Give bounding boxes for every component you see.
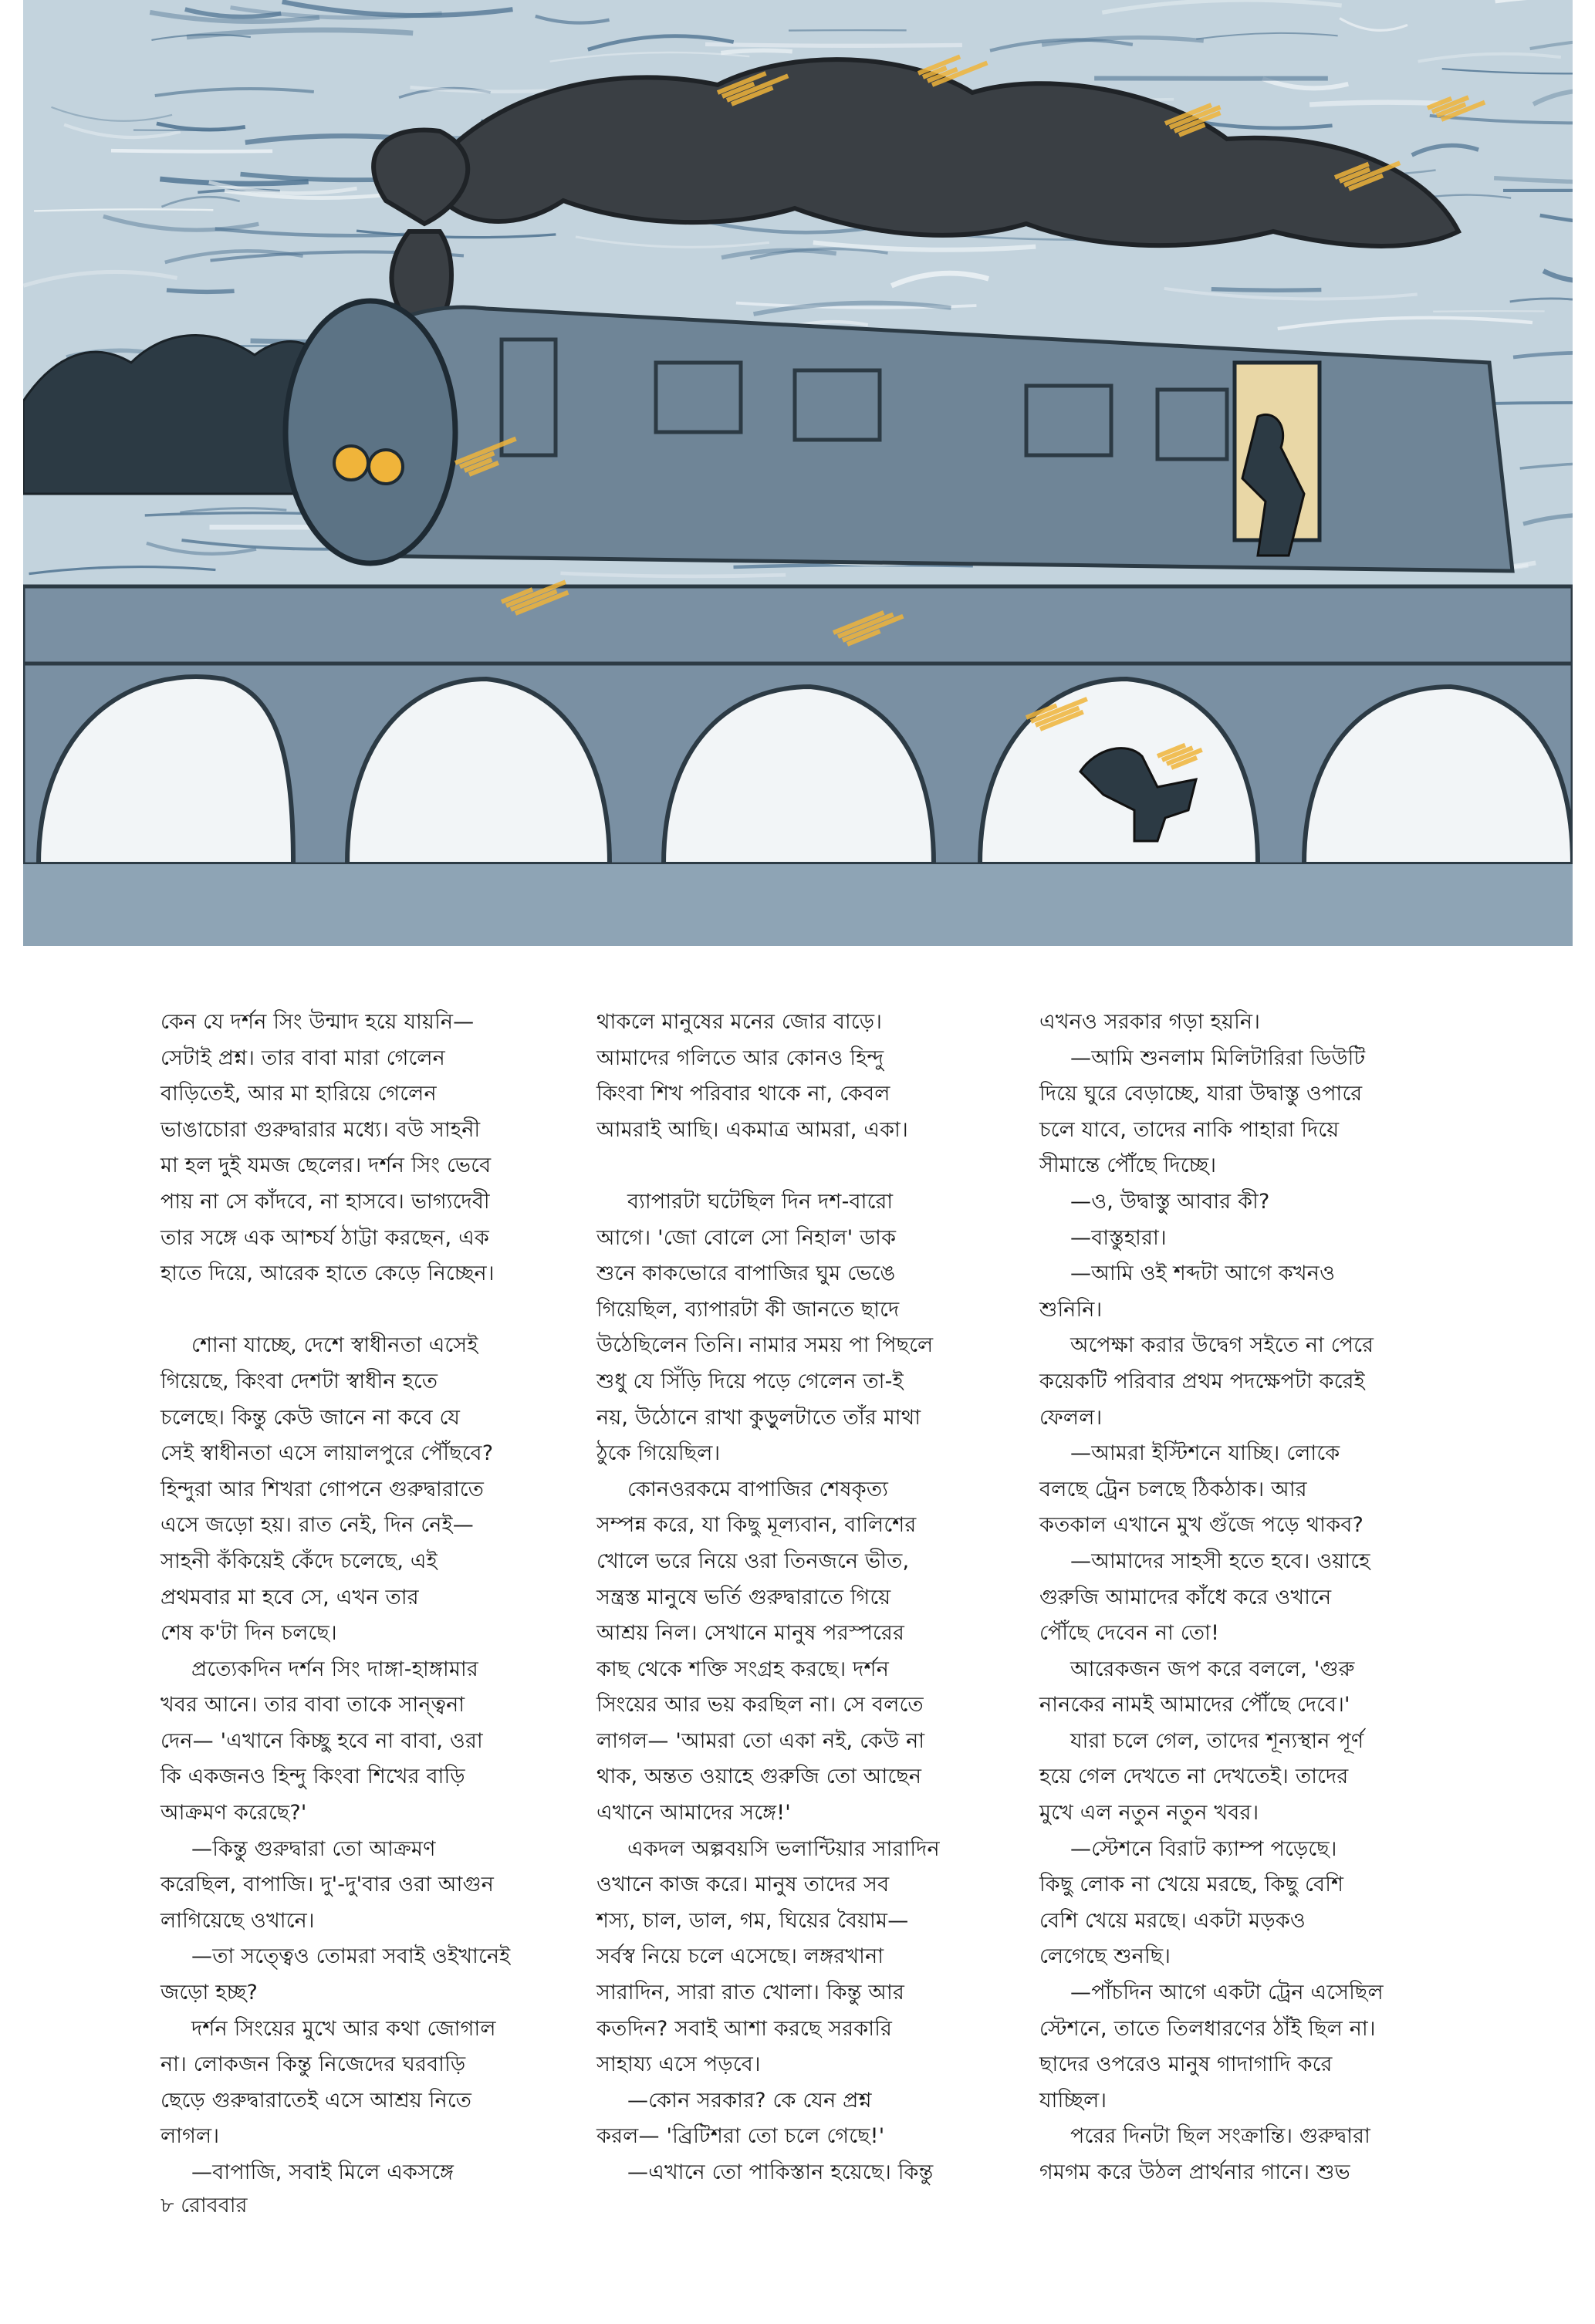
text-line: করল— 'ব্রিটিশরা তো চলে গেছে!' — [596, 2124, 885, 2149]
text-line: সর্বস্ব নিয়ে চলে এসেছে। লঙ্গরখানা — [596, 1944, 884, 1969]
text-line — [161, 1292, 562, 1329]
illustration-drawing — [23, 0, 1573, 946]
text-line: কোনওরকমে বাপাজির শেষকৃত্য — [627, 1477, 889, 1501]
article-body — [0, 1005, 1595, 2184]
text-line: গিয়েছিল, ব্যাপারটা কী জানতে ছাদে — [596, 1297, 900, 1322]
text-line: বেশি খেয়ে মরছে। একটা মড়কও — [1039, 1908, 1306, 1933]
text-line: —স্টেশনে বিরাট ক্যাম্প পড়েছে। — [1070, 1836, 1337, 1861]
text-line: হাতে দিয়ে, আরেক হাতে কেড়ে নিচ্ছেন। — [161, 1262, 495, 1286]
text-line: সাহায্য এসে পড়বে। — [596, 2052, 761, 2077]
sky-stroke — [705, 44, 962, 46]
text-line: লেগেছে শুনছি। — [1039, 1944, 1171, 1969]
train-window-1 — [656, 363, 741, 432]
text-line: না। লোকজন কিন্তু নিজেদের ঘরবাড়ি — [161, 2052, 466, 2077]
text-line: হিন্দুরা আর শিখরা গোপনে গুরুদ্বারাতে — [161, 1477, 485, 1501]
locomotive-front — [286, 301, 455, 563]
text-line: —বাপাজি, সবাই মিলে একসঙ্গে — [191, 2160, 455, 2184]
text-line: আমাদের গলিতে আর কোনও হিন্দু — [596, 1045, 884, 1070]
text-line: কাছ থেকে শক্তি সংগ্রহ করছে। দর্শন — [596, 1657, 890, 1681]
article-column-2 — [596, 1005, 998, 2191]
text-line: সিংয়ের আর ভয় করছিল না। সে বলতে — [596, 1693, 924, 1718]
text-line: কিছু লোক না খেয়ে মরছে, কিছু বেশি — [1039, 1873, 1344, 1897]
text-line: পায় না সে কাঁদবে, না হাসবে। ভাগ্যদেবী — [161, 1189, 490, 1214]
text-line: নয়, উঠোনে রাখা কুড়ুলটাতে তাঁর মাথা — [596, 1405, 921, 1430]
text-line: আগে। 'জো বোলে সো নিহাল' ডাক — [596, 1225, 897, 1250]
text-line: সীমান্তে পৌঁছে দিচ্ছে। — [1039, 1154, 1217, 1178]
train-door — [502, 339, 556, 455]
text-line: কয়েকটি পরিবার প্রথম পদক্ষেপটা করেই — [1039, 1369, 1365, 1393]
text-line: শুনিনি। — [1039, 1297, 1103, 1322]
text-line: খোলে ভরে নিয়ে ওরা তিনজনে ভীত, — [596, 1549, 910, 1573]
text-line: আশ্রয় নিল। সেখানে মানুষ পরস্পরের — [596, 1621, 905, 1646]
text-line: সেই স্বাধীনতা এসে লায়ালপুরে পৌঁছবে? — [161, 1441, 494, 1466]
text-line: সাহনী কঁকিয়েই কেঁদে চলেছে, এই — [161, 1549, 438, 1573]
text-line — [596, 1148, 998, 1184]
text-line: —তা সত্ত্বেও তোমরা সবাই ওইখানেই — [191, 1944, 511, 1969]
text-line: লাগল— 'আমরা তো একা নই, কেউ না — [596, 1728, 925, 1753]
text-line: —কোন সরকার? কে যেন প্রশ্ন — [627, 2088, 872, 2113]
text-line: স্টেশনে, তাতে তিলধারণের ঠাঁই ছিল না। — [1039, 2016, 1376, 2041]
text-line: করেছিল, বাপাজি। দু'-দু'বার ওরা আগুন — [161, 1873, 495, 1897]
train-bridge-illustration — [23, 0, 1573, 946]
river — [23, 864, 1573, 946]
text-line: দিয়ে ঘুরে বেড়াচ্ছে, যারা উদ্বাস্তু ওপারে — [1039, 1082, 1363, 1106]
text-line: প্রথমবার মা হবে সে, এখন তার — [161, 1585, 419, 1610]
text-line: যারা চলে গেল, তাদের শূন্যস্থান পূর্ণ — [1070, 1728, 1364, 1753]
text-line: —পাঁচদিন আগে একটা ট্রেন এসেছিল — [1070, 1981, 1384, 2005]
text-line: অপেক্ষা করার উদ্বেগ সইতে না পেরে — [1070, 1333, 1374, 1358]
text-line: পৌঁছে দেবেন না তো! — [1039, 1621, 1220, 1646]
text-line: জড়ো হচ্ছ? — [161, 1981, 258, 2005]
page-folio: ৮ রোববার — [161, 2194, 248, 2218]
text-line: থাকলে মানুষের মনের জোর বাড়ে। — [596, 1010, 883, 1034]
article-column-3 — [1039, 1005, 1456, 2191]
text-line: গমগম করে উঠল প্রার্থনার গানে। শুভ — [1039, 2160, 1350, 2184]
text-line: কি একজনও হিন্দু কিংবা শিখের বাড়ি — [161, 1765, 465, 1789]
text-line: —বাস্তুহারা। — [1070, 1225, 1167, 1250]
text-line: প্রত্যেকদিন দর্শন সিং দাঙ্গা-হাঙ্গামার — [191, 1657, 478, 1681]
text-line: উঠেছিলেন তিনি। নামার সময় পা পিছলে — [596, 1333, 934, 1358]
text-line: এখানে আমাদের সঙ্গে!' — [596, 1801, 791, 1826]
text-line: —আমাদের সাহসী হতে হবে। ওয়াহে — [1070, 1549, 1370, 1573]
text-line: গিয়েছে, কিংবা দেশটা স্বাধীন হতে — [161, 1369, 438, 1393]
text-line: কেন যে দর্শন সিং উন্মাদ হয়ে যায়নি— — [161, 1010, 475, 1034]
article-column-1 — [161, 1005, 562, 2191]
sky-stroke — [1309, 103, 1440, 105]
text-line: কতদিন? সবাই আশা করছে সরকারি — [596, 2016, 893, 2041]
text-line: তার সঙ্গে এক আশ্চর্য ঠাট্টা করছেন, এক — [161, 1225, 489, 1250]
text-line: সন্ত্রস্ত মানুষে ভর্তি গুরুদ্বারাতে গিয়ে — [596, 1585, 891, 1610]
train-window-4 — [1157, 390, 1227, 459]
text-line: শুধু যে সিঁড়ি দিয়ে পড়ে গেলেন তা-ই — [596, 1369, 904, 1393]
text-line: মা হল দুই যমজ ছেলের। দর্শন সিং ভেবে — [161, 1154, 492, 1178]
train-window-3 — [1026, 386, 1111, 455]
text-line: শেষ ক'টা দিন চলছে। — [161, 1621, 337, 1646]
text-line: আমরাই আছি। একমাত্র আমরা, একা। — [596, 1117, 908, 1142]
text-line: —আমি ওই শব্দটা আগে কখনও — [1070, 1262, 1336, 1286]
sky-stroke — [721, 50, 792, 52]
text-line: দেন— 'এখানে কিচ্ছু হবে না বাবা, ওরা — [161, 1728, 483, 1753]
sky-stroke — [1433, 311, 1544, 312]
text-line: সম্পন্ন করে, যা কিছু মূল্যবান, বালিশের — [596, 1513, 917, 1538]
text-line: চলে যাবে, তাদের নাকি পাহারা দিয়ে — [1039, 1117, 1340, 1142]
text-line: শুনে কাকভোরে বাপাজির ঘুম ভেঙে — [596, 1262, 896, 1286]
text-line: এখনও সরকার গড়া হয়নি। — [1039, 1010, 1261, 1034]
headlamp-right — [369, 450, 403, 484]
text-line: ভাঙাচোরা গুরুদ্বারার মধ্যে। বউ সাহনী — [161, 1117, 481, 1142]
text-line: কিংবা শিখ পরিবার থাকে না, কেবল — [596, 1082, 890, 1106]
sky-stroke — [167, 290, 235, 292]
train-window-2 — [795, 370, 880, 440]
text-line: —কিন্তু গুরুদ্বারা তো আক্রমণ — [191, 1836, 436, 1861]
headlamp-left — [334, 446, 368, 480]
text-line: ছাদের ওপরেও মানুষ গাদাগাদি করে — [1039, 2052, 1333, 2077]
text-line: আক্রমণ করেছে?' — [161, 1801, 307, 1826]
text-line: সারাদিন, সারা রাত খোলা। কিন্তু আর — [596, 1981, 905, 2005]
text-line: —আমি শুনলাম মিলিটারিরা ডিউটি — [1070, 1045, 1366, 1070]
text-line: খবর আনে। তার বাবা তাকে সান্ত্বনা — [161, 1693, 465, 1718]
text-line: শোনা যাচ্ছে, দেশে স্বাধীনতা এসেই — [191, 1333, 478, 1358]
text-line: ফেলল। — [1039, 1405, 1103, 1430]
sky-stroke — [111, 150, 272, 151]
text-line: মুখে এল নতুন নতুন খবর। — [1039, 1801, 1259, 1826]
text-line: নানকের নামই আমাদের পৌঁছে দেবে।' — [1039, 1693, 1350, 1718]
text-line: চলেছে। কিন্তু কেউ জানে না কবে যে — [161, 1405, 461, 1430]
text-line: ছেড়ে গুরুদ্বারাতেই এসে আশ্রয় নিতে — [161, 2088, 472, 2113]
text-line: —এখানে তো পাকিস্তান হয়েছে। কিন্তু — [627, 2160, 934, 2184]
text-line: দর্শন সিংয়ের মুখে আর কথা জোগাল — [191, 2016, 496, 2041]
text-line: কতকাল এখানে মুখ গুঁজে পড়ে থাকব? — [1039, 1513, 1364, 1538]
bridge — [23, 586, 1573, 864]
text-line: সেটাই প্রশ্ন। তার বাবা মারা গেলেন — [161, 1045, 445, 1070]
text-line: যাচ্ছিল। — [1039, 2088, 1107, 2113]
text-line: বলছে ট্রেন চলছে ঠিকঠাক। আর — [1039, 1477, 1307, 1501]
text-line: —আমরা ইস্টিশনে যাচ্ছি। লোকে — [1070, 1441, 1340, 1466]
text-line: লাগল। — [161, 2124, 220, 2149]
text-line: আরেকজন জপ করে বললে, 'গুরু — [1070, 1657, 1355, 1681]
text-line: —ও, উদ্বাস্তু আবার কী? — [1070, 1189, 1270, 1214]
text-line: একদল অল্পবয়সি ভলান্টিয়ার সারাদিন — [627, 1836, 940, 1861]
text-line: ব্যাপারটা ঘটেছিল দিন দশ-বারো — [627, 1189, 894, 1214]
text-line: বাড়িতেই, আর মা হারিয়ে গেলেন — [161, 1082, 437, 1106]
text-line: লাগিয়েছে ওখানে। — [161, 1908, 315, 1933]
text-line: হয়ে গেল দেখতে না দেখতেই। তাদের — [1039, 1765, 1349, 1789]
text-line: ওখানে কাজ করে। মানুষ তাদের সব — [596, 1873, 890, 1897]
text-line: পরের দিনটা ছিল সংক্রান্তি। গুরুদ্বারা — [1070, 2124, 1371, 2149]
text-line: থাক, অন্তত ওয়াহে গুরুজি তো আছেন — [596, 1765, 922, 1789]
text-line: ঠুকে গিয়েছিল। — [596, 1441, 721, 1466]
sky-stroke — [1211, 289, 1322, 291]
text-line: শস্য, চাল, ডাল, গম, ঘিয়ের বৈয়াম— — [596, 1908, 909, 1933]
text-line: এসে জড়ো হয়। রাত নেই, দিন নেই— — [161, 1513, 474, 1538]
text-line: গুরুজি আমাদের কাঁধে করে ওখানে — [1039, 1585, 1332, 1610]
